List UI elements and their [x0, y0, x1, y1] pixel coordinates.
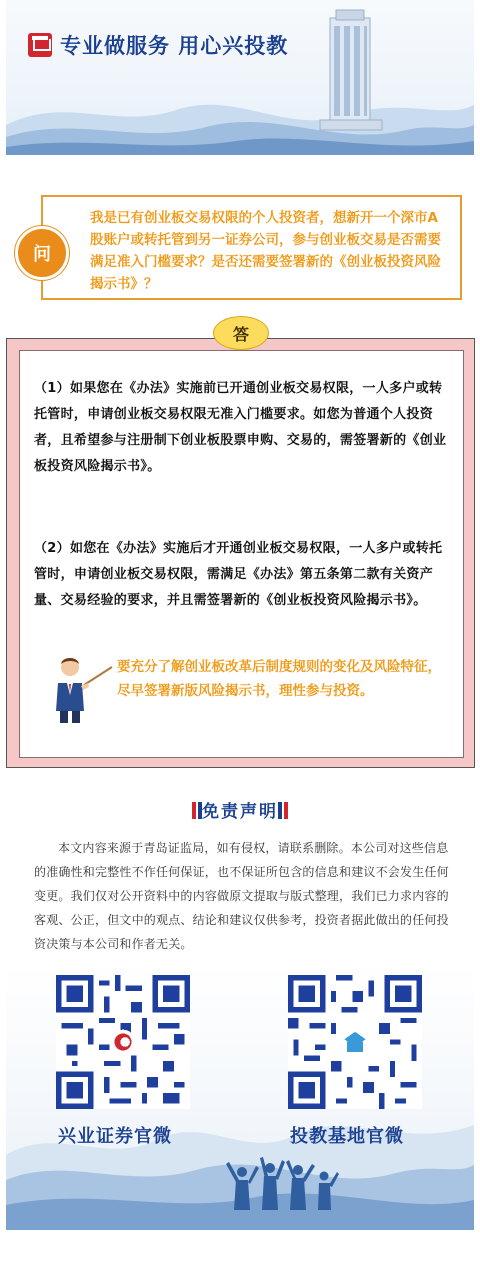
question-badge: 问 [15, 226, 69, 280]
qr-code-education-base-official[interactable] [288, 975, 422, 1109]
disclaimer-title [0, 797, 480, 822]
answer-paragraph-2: （2）如您在《办法》实施后才开通创业板交易权限，一人多户或转托管时，申请创业板交易权限，需满足《办法》第五条第二款有关资产量、交易经验的要求，并且需签署新的《创业板投资风险揭示书》。 [34, 541, 443, 608]
header-slogan: 专业做服务 用心兴投教 [60, 34, 289, 58]
qr-label-xingye: 兴业证券官微 [58, 1126, 172, 1147]
answer-tip: 要充分了解创业板改革后制度规则的变化及风险特征，尽早签署新版风险揭示书，理性参与投资。 [117, 659, 441, 699]
title-bar-left [192, 802, 196, 819]
xingye-logo-icon [28, 33, 52, 57]
question-box [41, 195, 462, 300]
answer-paragraph-1: （1）如果您在《办法》实施前已开通创业板交易权限，一人多户或转托管时，申请创业板交易权限无准入门槛要求。如您为普通个人投资者，且希望参与注册制下创业板股票申购、交易的，需签署新的《创业板投资风险揭示书》。 [34, 381, 447, 474]
disclaimer-text: 本文内容来源于青岛证监局，如有侵权，请联系删除。本公司对这些信息的准确性和完整性不作任何保证，也不保证所包含的信息和建议不会发生任何变更。我们仅对公开资料中的内容做原文提取与版式整理，我们已力求内容的客观、公正，但文中的观点、结论和建议仅供参考，投资者据此做出的任何投资决策与本公司和作者无关。 [34, 841, 449, 951]
title-bar-right [284, 802, 288, 819]
mountain-mist-decoration [6, 75, 474, 155]
qr-label-education-base: 投教基地官微 [290, 1126, 404, 1147]
question-text: 我是已有创业板交易权限的个人投资者，想新开一个深市A股账户或转托管到另一证券公司，参与创业板交易是否需要满足准入门槛要求？是否还需要签署新的《创业板投资风险揭示书》？ [90, 210, 441, 292]
qr-code-xingye-official[interactable] [56, 975, 190, 1109]
teacher-pointer-icon [48, 653, 114, 725]
building-illustration [316, 8, 386, 133]
celebrating-people-illustration [220, 1150, 340, 1230]
answer-badge: 答 [213, 316, 269, 350]
header-banner [6, 0, 474, 155]
brand-block [28, 30, 288, 60]
disclaimer-title-text: 免责声明 [202, 802, 278, 822]
